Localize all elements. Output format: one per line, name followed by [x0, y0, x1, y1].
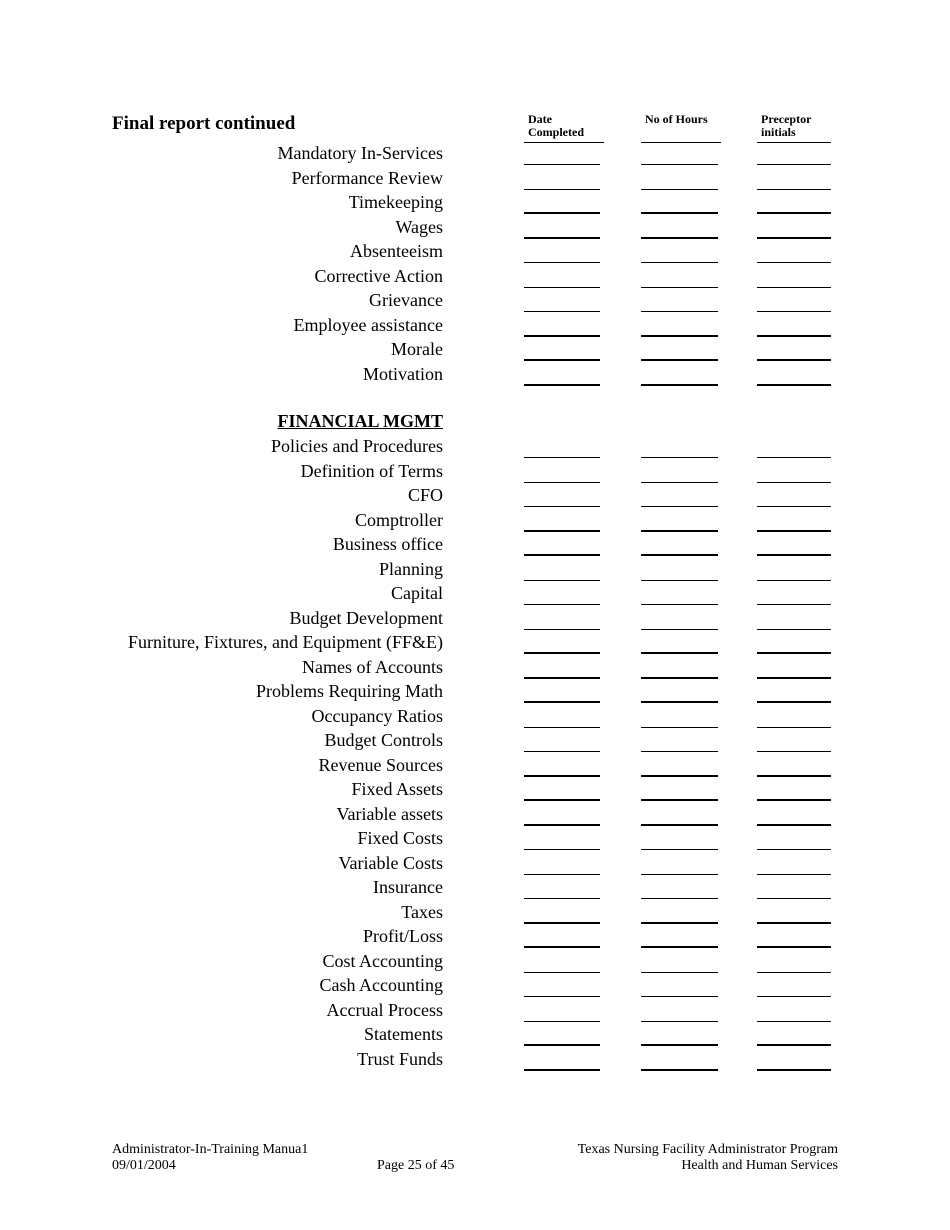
checklist-item-label: Policies and Procedures	[271, 436, 443, 456]
checklist-row	[0, 974, 950, 998]
date-completed-line[interactable]	[524, 384, 600, 386]
checklist-item-label: Business office	[332, 534, 443, 554]
hours-line[interactable]	[641, 580, 718, 581]
footer-page-number: Page 25 of 45	[377, 1158, 455, 1173]
hours-line[interactable]	[641, 874, 718, 875]
checklist-row	[0, 142, 950, 166]
checklist-row	[0, 265, 950, 289]
preceptor-initials-line[interactable]	[757, 359, 831, 361]
checklist-item-label: Timekeeping	[348, 192, 443, 212]
checklist-item-label: Variable assets	[336, 803, 443, 824]
date-completed-line[interactable]	[524, 482, 600, 483]
preceptor-initials-line[interactable]	[757, 677, 831, 679]
preceptor-initials-line[interactable]	[757, 701, 831, 703]
hours-line[interactable]	[641, 1069, 718, 1071]
checklist-row	[0, 729, 950, 753]
hours-line[interactable]	[641, 335, 718, 337]
checklist-row	[0, 1023, 950, 1047]
checklist-item-label: Revenue Sources	[318, 754, 443, 775]
preceptor-initials-line[interactable]	[757, 849, 831, 850]
preceptor-initials-line[interactable]	[757, 1021, 831, 1022]
date-completed-line[interactable]	[524, 580, 600, 581]
preceptor-initials-line[interactable]	[757, 482, 831, 483]
hours-line[interactable]	[641, 898, 718, 899]
date-completed-line[interactable]	[524, 874, 600, 875]
preceptor-initials-line[interactable]	[757, 212, 831, 214]
checklist-item-label: Insurance	[373, 877, 443, 897]
checklist-row	[0, 314, 950, 338]
checklist-item-label: Budget Controls	[324, 730, 443, 750]
checklist-item-label: Motivation	[363, 363, 443, 384]
checklist-item-label: Fixed Assets	[351, 779, 443, 799]
checklist-row	[0, 803, 950, 827]
checklist-row	[0, 338, 950, 362]
preceptor-initials-line[interactable]	[757, 311, 831, 312]
checklist-row	[0, 509, 950, 533]
checklist-item-label: Wages	[395, 216, 443, 237]
checklist-item-label: CFO	[407, 485, 443, 505]
preceptor-initials-line[interactable]	[757, 262, 831, 263]
date-completed-line[interactable]	[524, 799, 600, 801]
checklist-item-label: Fixed Costs	[357, 828, 443, 848]
checklist-item-label: Taxes	[401, 901, 443, 922]
hours-line[interactable]	[641, 629, 718, 630]
checklist-item-label: Cash Accounting	[319, 975, 443, 995]
column-header-preceptor-line2: initials	[761, 125, 796, 139]
hours-line[interactable]	[641, 482, 718, 483]
date-completed-line[interactable]	[524, 359, 600, 361]
hours-line[interactable]	[641, 849, 718, 850]
date-completed-line[interactable]	[524, 457, 600, 458]
date-completed-line[interactable]	[524, 1021, 600, 1022]
checklist-row	[0, 656, 950, 680]
preceptor-initials-line[interactable]	[757, 898, 831, 899]
preceptor-initials-line[interactable]	[757, 1044, 831, 1046]
date-completed-line[interactable]	[524, 898, 600, 899]
hours-line[interactable]	[641, 384, 718, 386]
date-completed-line[interactable]	[524, 972, 600, 973]
footer-program: Texas Nursing Facility Administrator Program	[577, 1142, 838, 1157]
date-completed-line[interactable]	[524, 237, 600, 239]
date-completed-line[interactable]	[524, 604, 600, 605]
checklist-row	[0, 631, 950, 655]
checklist-item-label: Names of Accounts	[302, 656, 443, 677]
checklist-item-label: Profit/Loss	[362, 926, 443, 946]
hours-line[interactable]	[641, 922, 718, 924]
checklist-row	[0, 289, 950, 313]
checklist-item-label: Planning	[378, 558, 443, 579]
checklist-row	[0, 1048, 950, 1072]
preceptor-initials-line[interactable]	[757, 727, 831, 728]
hours-line[interactable]	[641, 996, 718, 997]
date-completed-line[interactable]	[524, 554, 600, 556]
preceptor-initials-line[interactable]	[757, 237, 831, 239]
preceptor-initials-line[interactable]	[757, 335, 831, 337]
preceptor-initials-line[interactable]	[757, 164, 831, 165]
date-completed-line[interactable]	[524, 1069, 600, 1071]
preceptor-initials-line[interactable]	[757, 530, 831, 532]
hours-line[interactable]	[641, 530, 718, 532]
hours-line[interactable]	[641, 506, 718, 507]
hours-line[interactable]	[641, 287, 718, 288]
date-completed-line[interactable]	[524, 189, 600, 190]
date-completed-line[interactable]	[524, 335, 600, 337]
hours-line[interactable]	[641, 604, 718, 605]
checklist-row	[0, 925, 950, 949]
hours-line[interactable]	[641, 237, 718, 239]
date-completed-line[interactable]	[524, 262, 600, 263]
footer-agency: Health and Human Services	[681, 1158, 838, 1173]
date-completed-line[interactable]	[524, 629, 600, 630]
hours-line[interactable]	[641, 775, 718, 777]
checklist-item-label: Capital	[391, 583, 443, 603]
column-header-date-line2: Completed	[528, 125, 584, 139]
preceptor-initials-line[interactable]	[757, 554, 831, 556]
checklist-item-label: Budget Development	[289, 607, 443, 628]
preceptor-initials-line[interactable]	[757, 874, 831, 875]
hours-line[interactable]	[641, 677, 718, 679]
date-completed-line[interactable]	[524, 996, 600, 997]
column-header-hours	[645, 113, 721, 139]
checklist-row	[0, 607, 950, 631]
checklist-item-label: Trust Funds	[357, 1048, 443, 1069]
hours-line[interactable]	[641, 359, 718, 361]
hours-line[interactable]	[641, 652, 718, 654]
footer-left	[112, 1142, 308, 1174]
preceptor-initials-line[interactable]	[757, 189, 831, 190]
section-title: Final report continued	[112, 113, 296, 134]
checklist-row	[0, 558, 950, 582]
hours-line[interactable]	[641, 457, 718, 458]
date-completed-line[interactable]	[524, 946, 600, 948]
date-completed-line[interactable]	[524, 922, 600, 924]
hours-line[interactable]	[641, 727, 718, 728]
preceptor-initials-line[interactable]	[757, 604, 831, 605]
checklist-row	[0, 460, 950, 484]
checklist-item-label: Mandatory In-Services	[277, 143, 443, 163]
checklist-row	[0, 999, 950, 1023]
checklist-item-label: Performance Review	[291, 167, 443, 188]
date-completed-line[interactable]	[524, 701, 600, 703]
date-completed-line[interactable]	[524, 164, 600, 165]
preceptor-initials-line[interactable]	[757, 652, 831, 654]
date-completed-line[interactable]	[524, 287, 600, 288]
checklist-row	[0, 435, 950, 459]
column-header-hours-line1: No of Hours	[645, 112, 708, 126]
checklist-item-label: Statements	[364, 1024, 443, 1044]
checklist-row	[0, 754, 950, 778]
checklist-item-label: Employee assistance	[293, 314, 443, 335]
preceptor-initials-line[interactable]	[757, 287, 831, 288]
footer-right	[578, 1142, 838, 1174]
hours-line[interactable]	[641, 799, 718, 801]
preceptor-initials-line[interactable]	[757, 972, 831, 973]
checklist-row	[0, 240, 950, 264]
column-header-date-line1: Date	[528, 112, 552, 126]
hours-line[interactable]	[641, 262, 718, 263]
preceptor-initials-line[interactable]	[757, 580, 831, 581]
hours-line[interactable]	[641, 164, 718, 165]
date-completed-line[interactable]	[524, 311, 600, 312]
hours-line[interactable]	[641, 311, 718, 312]
date-completed-line[interactable]	[524, 775, 600, 777]
preceptor-initials-line[interactable]	[757, 946, 831, 948]
preceptor-initials-line[interactable]	[757, 751, 831, 752]
hours-line[interactable]	[641, 212, 718, 214]
preceptor-initials-line[interactable]	[757, 996, 831, 997]
preceptor-initials-line[interactable]	[757, 824, 831, 826]
date-completed-line[interactable]	[524, 652, 600, 654]
checklist-row	[0, 216, 950, 240]
checklist-item-label: Furniture, Fixtures, and Equipment (FF&E)	[128, 632, 443, 652]
checklist-item-label: Corrective Action	[314, 265, 443, 286]
checklist-row	[0, 582, 950, 606]
date-completed-line[interactable]	[524, 506, 600, 507]
checklist-row	[0, 191, 950, 215]
financial-mgmt-heading: FINANCIAL MGMT	[277, 411, 443, 431]
date-completed-line[interactable]	[524, 849, 600, 850]
hours-line[interactable]	[641, 751, 718, 752]
date-completed-line[interactable]	[524, 824, 600, 826]
checklist-item-label: Morale	[391, 339, 443, 359]
column-header-date	[528, 113, 604, 139]
checklist-row	[0, 950, 950, 974]
date-completed-line[interactable]	[524, 1044, 600, 1046]
column-header-preceptor-line1: Preceptor	[761, 112, 812, 126]
checklist-item-label: Occupancy Ratios	[311, 705, 443, 726]
checklist-row	[0, 680, 950, 704]
checklist-row	[0, 778, 950, 802]
hours-line[interactable]	[641, 972, 718, 973]
preceptor-initials-line[interactable]	[757, 629, 831, 630]
preceptor-initials-line[interactable]	[757, 775, 831, 777]
date-completed-line[interactable]	[524, 530, 600, 532]
checklist-row	[0, 167, 950, 191]
checklist-row	[0, 533, 950, 557]
footer-manual-title: Administrator-In-Training Manua1	[112, 1142, 309, 1157]
hours-line[interactable]	[641, 1044, 718, 1046]
preceptor-initials-line[interactable]	[757, 506, 831, 507]
preceptor-initials-line[interactable]	[757, 384, 831, 386]
preceptor-initials-line[interactable]	[757, 457, 831, 458]
checklist-item-label: Variable Costs	[338, 852, 443, 873]
hours-line[interactable]	[641, 1021, 718, 1022]
checklist-item-label: Accrual Process	[326, 999, 443, 1020]
hours-line[interactable]	[641, 554, 718, 556]
checklist-row	[0, 901, 950, 925]
checklist-item-label: Comptroller	[355, 509, 443, 530]
checklist-item-label: Definition of Terms	[300, 460, 443, 481]
checklist-item-label: Cost Accounting	[322, 950, 443, 971]
date-completed-line[interactable]	[524, 727, 600, 728]
date-completed-line[interactable]	[524, 212, 600, 214]
checklist-item-label: Absenteeism	[350, 241, 443, 261]
hours-line[interactable]	[641, 701, 718, 703]
checklist-row	[0, 363, 950, 387]
checklist-row	[0, 484, 950, 508]
column-header-preceptor	[761, 113, 837, 139]
checklist-item-label: Problems Requiring Math	[256, 681, 443, 701]
preceptor-initials-line[interactable]	[757, 799, 831, 801]
checklist-row	[0, 705, 950, 729]
date-completed-line[interactable]	[524, 677, 600, 679]
hours-line[interactable]	[641, 824, 718, 826]
checklist-row	[0, 876, 950, 900]
checklist-row	[0, 852, 950, 876]
date-completed-line[interactable]	[524, 751, 600, 752]
preceptor-initials-line[interactable]	[757, 1069, 831, 1071]
footer-date: 09/01/2004	[112, 1158, 176, 1173]
checklist-item-label: Grievance	[369, 290, 443, 310]
preceptor-initials-line[interactable]	[757, 922, 831, 924]
checklist-row	[0, 827, 950, 851]
hours-line[interactable]	[641, 946, 718, 948]
hours-line[interactable]	[641, 189, 718, 190]
